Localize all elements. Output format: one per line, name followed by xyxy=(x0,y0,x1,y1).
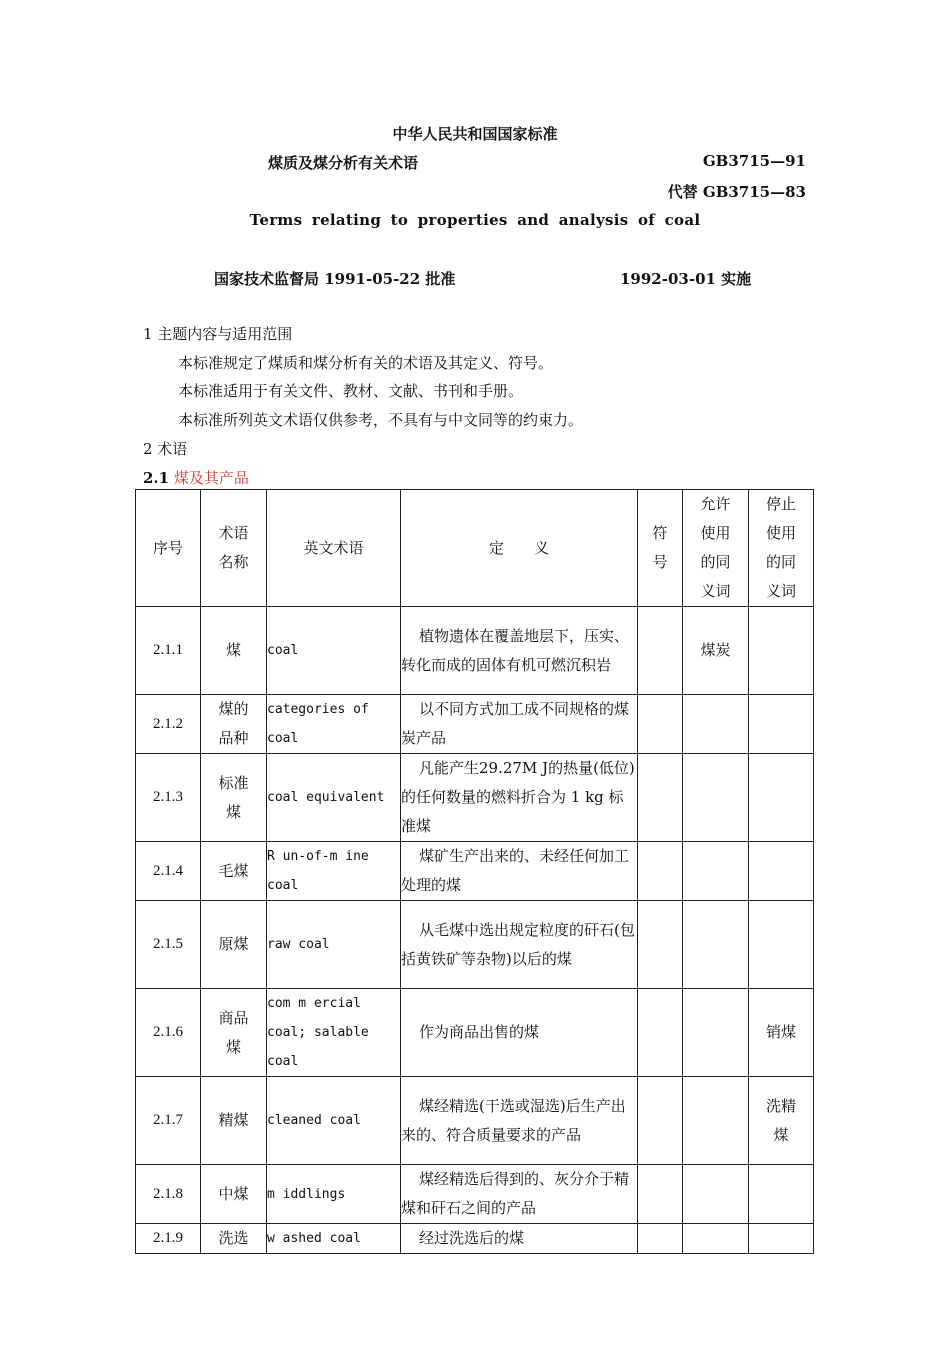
row-symbol xyxy=(638,607,683,695)
subsection-title: 煤及其产品 xyxy=(173,469,249,487)
row-definition: 植物遗体在覆盖地层下，压实、转化而成的固体有机可燃沉积岩 xyxy=(401,607,638,695)
row-english: categories of coal xyxy=(267,695,401,754)
table-row xyxy=(136,842,814,901)
section-1-paragraph: 本标准适用于有关文件、教材、文献、书刊和手册。 xyxy=(178,382,524,400)
row-symbol xyxy=(638,901,683,989)
row-number: 2.1.8 xyxy=(136,1165,201,1224)
row-english: cleaned coal xyxy=(267,1077,401,1165)
row-term: 煤 xyxy=(201,607,267,695)
row-allowed-synonym xyxy=(683,1165,749,1224)
row-english: R un-of-m ine coal xyxy=(267,842,401,901)
row-definition: 煤经精选后得到的、灰分介于精煤和矸石之间的产品 xyxy=(401,1165,638,1224)
row-term: 煤的品种 xyxy=(201,695,267,754)
row-english: m iddlings xyxy=(267,1165,401,1224)
row-term: 中煤 xyxy=(201,1165,267,1224)
table-row xyxy=(136,754,814,842)
row-term: 标准煤 xyxy=(201,754,267,842)
row-definition: 经过洗选后的煤 xyxy=(401,1224,638,1254)
row-symbol xyxy=(638,695,683,754)
table-header-row xyxy=(136,490,814,607)
row-deprecated-synonym: 洗精煤 xyxy=(749,1077,814,1165)
row-number: 2.1.4 xyxy=(136,842,201,901)
row-number: 2.1.1 xyxy=(136,607,201,695)
row-deprecated-synonym xyxy=(749,695,814,754)
header-symbol: 符号 xyxy=(638,490,683,607)
row-allowed-synonym xyxy=(683,901,749,989)
approval-line: 国家技术监督局 1991-05-22 批准 xyxy=(214,270,456,288)
row-english: raw coal xyxy=(267,901,401,989)
table-row xyxy=(136,901,814,989)
row-term: 精煤 xyxy=(201,1077,267,1165)
row-number: 2.1.6 xyxy=(136,989,201,1077)
row-deprecated-synonym xyxy=(749,1224,814,1254)
row-term: 毛煤 xyxy=(201,842,267,901)
row-deprecated-synonym xyxy=(749,842,814,901)
row-definition: 凡能产生29.27M J的热量(低位)的任何数量的燃料折合为 1 kg 标准煤 xyxy=(401,754,638,842)
row-term: 商品煤 xyxy=(201,989,267,1077)
row-deprecated-synonym xyxy=(749,1165,814,1224)
row-allowed-synonym: 煤炭 xyxy=(683,607,749,695)
row-deprecated-synonym xyxy=(749,901,814,989)
row-english: coal xyxy=(267,607,401,695)
row-number: 2.1.5 xyxy=(136,901,201,989)
row-symbol xyxy=(638,1077,683,1165)
subsection-number: 2.1 xyxy=(143,469,170,487)
table-row xyxy=(136,607,814,695)
implementation-date: 1992-03-01 实施 xyxy=(620,270,752,288)
header-english: 英文术语 xyxy=(267,490,401,607)
row-number: 2.1.9 xyxy=(136,1224,201,1254)
row-deprecated-synonym xyxy=(749,754,814,842)
terms-table xyxy=(135,489,814,1254)
row-allowed-synonym xyxy=(683,754,749,842)
row-english: w ashed coal xyxy=(267,1224,401,1254)
subsection-2-1-heading xyxy=(143,469,249,487)
standard-code: GB3715—91 xyxy=(702,152,806,170)
row-definition: 煤矿生产出来的、未经任何加工处理的煤 xyxy=(401,842,638,901)
row-allowed-synonym xyxy=(683,842,749,901)
header-definition: 定 义 xyxy=(401,490,638,607)
table-row xyxy=(136,1224,814,1254)
row-symbol xyxy=(638,989,683,1077)
row-allowed-synonym xyxy=(683,1224,749,1254)
table-row xyxy=(136,695,814,754)
table-row xyxy=(136,989,814,1077)
row-english: coal equivalent xyxy=(267,754,401,842)
section-1-heading: 1 主题内容与适用范围 xyxy=(143,325,293,343)
document-title-en: Terms relating to properties and analysis of coal xyxy=(249,211,701,229)
section-1-paragraph: 本标准规定了煤质和煤分析有关的术语及其定义、符号。 xyxy=(178,354,554,372)
header-deprecated-synonym: 停止使用的同义词 xyxy=(749,490,814,607)
row-number: 2.1.2 xyxy=(136,695,201,754)
table-row xyxy=(136,1165,814,1224)
row-number: 2.1.7 xyxy=(136,1077,201,1165)
replaced-standard-code: 代替 GB3715—83 xyxy=(667,183,806,201)
row-symbol xyxy=(638,1224,683,1254)
header-term: 术语名称 xyxy=(201,490,267,607)
section-1-paragraph: 本标准所列英文术语仅供参考，不具有与中文同等的约束力。 xyxy=(178,411,584,429)
row-deprecated-synonym: 销煤 xyxy=(749,989,814,1077)
section-2-heading: 2 术语 xyxy=(143,440,188,458)
national-standard-heading: 中华人民共和国国家标准 xyxy=(392,125,558,143)
row-deprecated-synonym xyxy=(749,607,814,695)
row-definition: 以不同方式加工成不同规格的煤炭产品 xyxy=(401,695,638,754)
row-allowed-synonym xyxy=(683,1077,749,1165)
row-symbol xyxy=(638,754,683,842)
table-row xyxy=(136,1077,814,1165)
document-title-cn: 煤质及煤分析有关术语 xyxy=(268,154,419,172)
row-definition: 煤经精选(干选或湿选)后生产出来的、符合质量要求的产品 xyxy=(401,1077,638,1165)
row-term: 原煤 xyxy=(201,901,267,989)
header-allowed-synonym: 允许使用的同义词 xyxy=(683,490,749,607)
row-number: 2.1.3 xyxy=(136,754,201,842)
row-term: 洗选 xyxy=(201,1224,267,1254)
row-definition: 从毛煤中选出规定粒度的矸石(包括黄铁矿等杂物)以后的煤 xyxy=(401,901,638,989)
row-allowed-synonym xyxy=(683,989,749,1077)
row-english: com m ercial coal; salable coal xyxy=(267,989,401,1077)
row-allowed-synonym xyxy=(683,695,749,754)
header-no: 序号 xyxy=(136,490,201,607)
row-definition: 作为商品出售的煤 xyxy=(401,989,638,1077)
row-symbol xyxy=(638,842,683,901)
row-symbol xyxy=(638,1165,683,1224)
